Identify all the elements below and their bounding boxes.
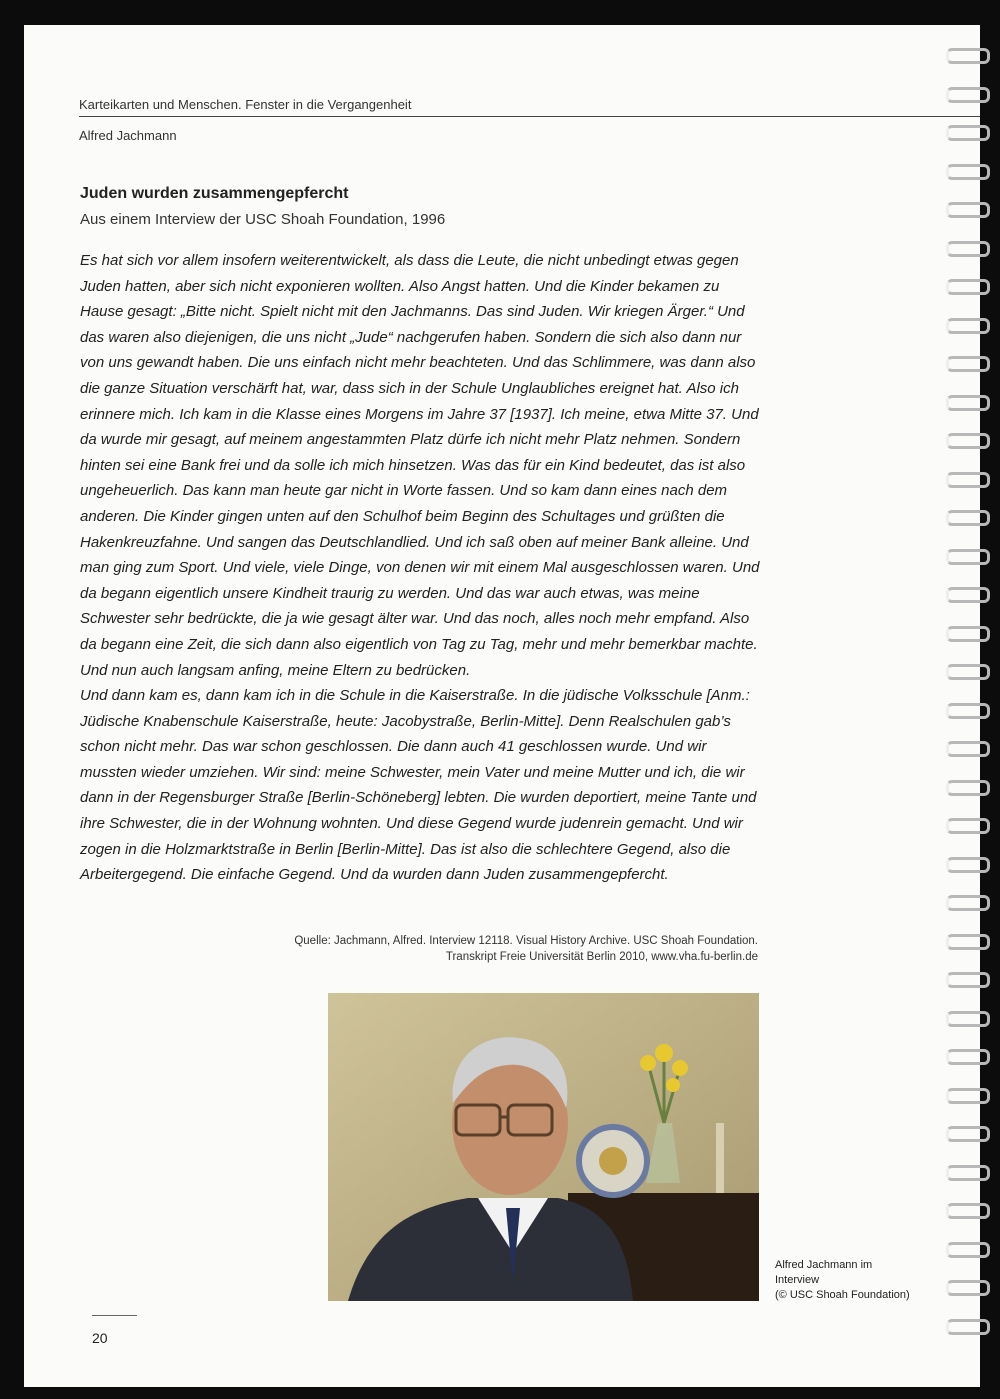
spiral-coil — [946, 1242, 990, 1258]
header-divider — [79, 116, 980, 117]
spiral-coil — [946, 741, 990, 757]
book-page — [24, 25, 980, 1387]
spiral-coil — [946, 87, 990, 103]
spiral-coil — [946, 395, 990, 411]
spiral-binding — [940, 40, 1000, 1360]
caption-line: Alfred Jachmann im — [775, 1259, 873, 1271]
quote-paragraph: Und dann kam es, dann kam ich in die Schule in die Kaiserstraße. In die jüdische Volksschule [Anm.: Jüdische Knabenschule Kaiserstraße, heute: Jacobystraße, Berlin-Mitte]. Denn Realschulen gab’s schon nicht mehr. Das war schon geschlossen. Die dann auch 41 geschlossen wurde. Und wir mussten wieder umziehen. Wir sind: meine Schwester, mein Vater und meine Mutter und ich, die wir dann in der Regensburger Straße [Berlin-Schöneberg] lebten. Die wurden deportiert, meine Tante und ihre Schwester, die in der Wohnung wohnten. Und diese Gegend wurde judenrein gemacht. Und wir zogen in die Holzmarktstraße in Berlin [Berlin-Mitte]. Das ist also die schlechtere Gegend, also die Arbeitergegend. Die einfache Gegend. Und da wurden dann Juden zusammengepfercht. — [80, 687, 757, 884]
caption-line: Interview — [775, 1274, 820, 1286]
spiral-coil — [946, 472, 990, 488]
spiral-coil — [946, 241, 990, 257]
spiral-coil — [946, 279, 990, 295]
photo-caption — [775, 1258, 910, 1303]
spiral-coil — [946, 48, 990, 64]
spiral-coil — [946, 664, 990, 680]
spiral-coil — [946, 703, 990, 719]
spiral-coil — [946, 318, 990, 334]
header-series-title: Karteikarten und Menschen. Fenster in die Vergangenheit — [79, 97, 412, 112]
spiral-coil — [946, 433, 990, 449]
spiral-coil — [946, 818, 990, 834]
spiral-coil — [946, 626, 990, 642]
spiral-coil — [946, 549, 990, 565]
spiral-coil — [946, 1126, 990, 1142]
spiral-coil — [946, 125, 990, 141]
spiral-coil — [946, 780, 990, 796]
article-title: Juden wurden zusammengepfercht — [80, 185, 349, 202]
spiral-coil — [946, 1280, 990, 1296]
interview-photo — [328, 993, 759, 1301]
spiral-coil — [946, 934, 990, 950]
spiral-coil — [946, 1165, 990, 1181]
quote-paragraph: Es hat sich vor allem insofern weiterentwickelt, als dass die Leute, die nicht unbedingt etwas gegen Juden hatten, aber sich nicht exponieren wollten. Also Angst hatten. Und die Kinder bekamen zu Hause gesagt: „Bitte nicht. Spielt nicht mit den Jachmanns. Das sind Juden. Wir kriegen Ärger.“ Und das waren also diejenigen, die uns nicht „Jude“ nachgerufen haben. Sondern die sich also dann nur von uns gewandt haben. Die uns einfach nicht mehr beachteten. Und das Schlimmere, was dann also die ganze Situation verschärft hat, war, dass sich in der Schule Unglaubliches ereignet hat. Also ich erinnere mich. Ich kam in die Klasse eines Morgens im Jahre 37 [1937]. Ich meine, etwa Mitte 37. Und da wurde mir gesagt, auf meinem angestammten Platz dürfe ich nicht mehr Platz nehmen. Sondern hinten sei eine Bank frei und da solle ich mich hinsetzen. Was das für ein Kind bedeutet, das ist also ungeheuerlich. Das kann man heute gar nicht in Worte fassen. Und so kam dann eines nach dem anderen. Die Kinder gingen unten auf den Schulhof beim Beginn des Schultages und grüßten die Hakenkreuzfahne. Und sangen das Deutschlandlied. Und ich saß oben auf meiner Bank alleine. Und man ging zum Sport. Und viele, viele Dinge, von denen wir mit einem Mal ausgeschlossen waren. Und da begann eigentlich unsere Kindheit traurig zu werden. Und das war auch etwas, was meine Schwester sehr bedrückte, die ja wie gesagt älter war. Und das noch, alles noch mehr empfand. Also da begann eine Zeit, die sich dann also eigentlich von Tag zu Tag, mehr und mehr bemerkbar machte. Und nun auch langsam anfing, meine Eltern zu bedrücken. — [80, 252, 760, 679]
spiral-coil — [946, 510, 990, 526]
source-line: Transkript Freie Universität Berlin 2010, www.vha.fu-berlin.de — [445, 951, 758, 963]
header-person-name: Alfred Jachmann — [79, 128, 177, 143]
spiral-coil — [946, 356, 990, 372]
spiral-coil — [946, 202, 990, 218]
spiral-coil — [946, 1011, 990, 1027]
page-number: 20 — [92, 1330, 108, 1346]
spiral-coil — [946, 972, 990, 988]
source-line: Quelle: Jachmann, Alfred. Interview 12118. Visual History Archive. USC Shoah Foundation. — [294, 935, 758, 947]
caption-line: (© USC Shoah Foundation) — [775, 1289, 910, 1301]
spiral-coil — [946, 587, 990, 603]
portrait-image — [328, 993, 759, 1301]
article-subtitle: Aus einem Interview der USC Shoah Foundation, 1996 — [80, 211, 446, 228]
page-number-rule — [92, 1315, 137, 1316]
spiral-coil — [946, 895, 990, 911]
spiral-coil — [946, 1319, 990, 1335]
spiral-coil — [946, 164, 990, 180]
spiral-coil — [946, 1203, 990, 1219]
spiral-coil — [946, 1088, 990, 1104]
interview-quote — [80, 248, 760, 888]
spiral-coil — [946, 857, 990, 873]
source-citation — [294, 933, 758, 965]
spiral-coil — [946, 1049, 990, 1065]
